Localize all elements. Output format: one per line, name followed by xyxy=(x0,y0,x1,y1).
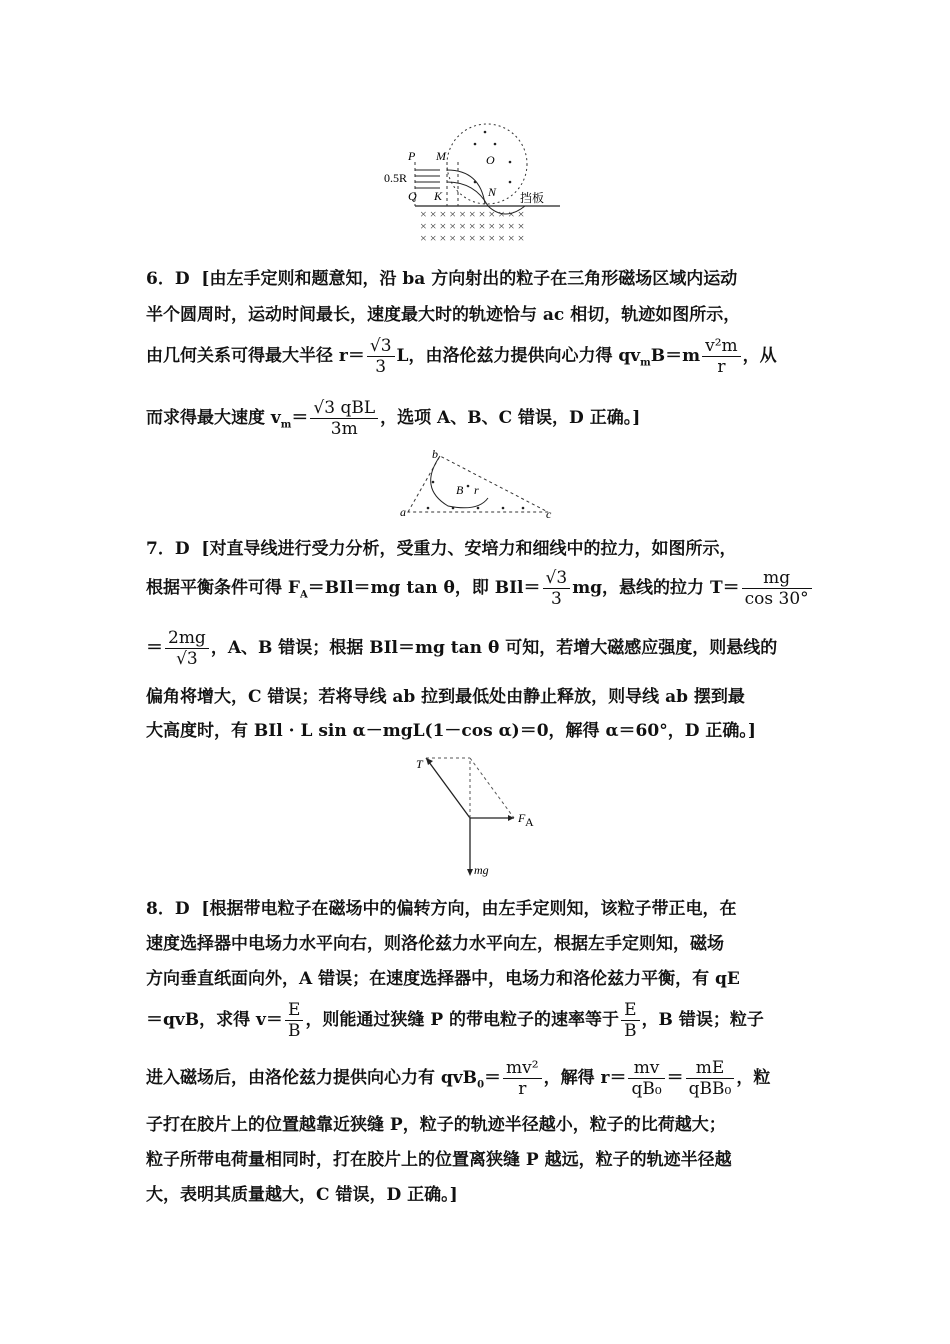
q6-line4: 而求得最大速度 $v_m=$ $\frac{\text{√3 qBL}}{3m}$ ，选项 A、B、C 错误，D 正确。] xyxy=(146,398,641,439)
q8-line1 xyxy=(146,894,808,919)
q8-f5num: mv² xyxy=(503,1058,542,1079)
q7-f3num: 2mg xyxy=(165,628,209,649)
q8-text1: [根据带电粒子在磁场中的偏转方向，由左手定则知，该粒子带正电，在 xyxy=(201,899,737,919)
q6-f2den: r xyxy=(717,357,726,377)
q8-fe1num: E xyxy=(285,1000,304,1021)
q7-line3 xyxy=(146,628,808,669)
q6-frac2 xyxy=(702,336,741,377)
q8-frac-e-b-2 xyxy=(621,1000,640,1041)
q6-l4c: ，选项 A、B、C 错误，D 正确。] xyxy=(380,408,641,428)
label-o: O xyxy=(486,153,495,167)
q7-l3a: ＝ xyxy=(146,638,163,658)
q8-line6: 子打在胶片上的位置越靠近狭缝 P，粒子的轨迹半径越小，粒子的比荷越大； xyxy=(146,1115,726,1135)
q7-line1 xyxy=(146,534,808,559)
q6-line3: 由几何关系可得最大半径 r＝ $\frac{√3}{3}$ L，由洛伦兹力提供向心力得 $qv_mB=m$ $\frac{\text{v²m}}{r}$ ，从 xyxy=(146,336,777,377)
q8-l5c: ，解得 r＝ xyxy=(543,1068,627,1088)
q8-fe2den: B xyxy=(624,1021,637,1041)
q8-f6den: qB₀ xyxy=(631,1079,662,1099)
label-m: M xyxy=(436,149,446,163)
q8-line2: 速度选择器中电场力水平向右，则洛伦兹力水平向左，根据左手定则知，磁场 xyxy=(146,934,724,954)
q7-frac1 xyxy=(543,568,571,609)
label-p: P xyxy=(408,149,416,163)
q6-frac1 xyxy=(367,336,395,377)
q8-line4 xyxy=(146,1000,808,1041)
q8-f5den: r xyxy=(518,1079,527,1099)
q6-l3a: 由几何关系可得最大半径 r＝ xyxy=(146,346,365,366)
q8-line7: 粒子所带电荷量相同时，打在胶片上的位置离狭缝 P 越远，粒子的轨迹半径越 xyxy=(146,1150,732,1170)
q7-line2: 根据平衡条件可得 $F_A=BIl=mg$ tan θ，即 BIl＝ $\frac{√3}{3}$ mg，悬线的拉力 T＝ $\frac{mg}{\cos 30^\circ}$ xyxy=(146,568,808,609)
q7-f1den: 3 xyxy=(550,589,562,609)
label-r: r xyxy=(474,483,479,497)
q8-frac7 xyxy=(686,1058,735,1099)
q8-l4b: ，则能通过狭缝 P 的带电粒子的速率等于 xyxy=(305,1010,620,1030)
label-k: K xyxy=(434,189,443,203)
label-field-b: B xyxy=(456,483,464,497)
svg-text:× × × × × × × × × × ×: × × × × × × × × × × × xyxy=(420,231,525,245)
q7-f2num: mg xyxy=(742,568,812,589)
label-b: b xyxy=(432,448,438,461)
q8-line5: 进入磁场后，由洛伦兹力提供向心力有 qvB$_0$＝ $\frac{\text{mv²}}{r}$ ，解得 r＝ $\frac{mv}{\text{qB₀}}$ ＝ $\frac{mE}{\text{qBB₀}}$ ，粒 xyxy=(146,1058,771,1099)
q8-line8: 大，表明其质量越大，C 错误，D 正确。] xyxy=(146,1185,458,1205)
q6-l3d: ，从 xyxy=(742,346,777,366)
label-t: T xyxy=(416,757,423,771)
q7-line4: 偏角将增大，C 错误；若将导线 ab 拉到最低处由静止释放，则导线 ab 摆到最 xyxy=(146,687,745,707)
label-q: Q xyxy=(408,189,417,203)
q8-answer: 8．D xyxy=(146,899,190,919)
label-mg: mg xyxy=(474,863,489,877)
q8-frac6 xyxy=(628,1058,664,1099)
q8-fe1den: B xyxy=(287,1021,301,1041)
q6-f1num: √3 xyxy=(367,336,395,357)
q6-l4b: ＝ xyxy=(291,408,309,428)
label-half-r: 0.5R xyxy=(384,171,408,185)
q7-f2den: cos 30° xyxy=(744,589,809,609)
q8-line3: 方向垂直纸面向外，A 错误；在速度选择器中，电场力和洛伦兹力平衡，有 qE xyxy=(146,969,740,989)
q8-l5a: 进入磁场后，由洛伦兹力提供向心力有 qvB xyxy=(146,1068,478,1088)
q8-l5b: ＝ xyxy=(484,1068,502,1088)
q7-l3b: ，A、B 错误；根据 BIl＝mg tan θ 可知，若增大磁感应强度，则悬线的 xyxy=(210,638,778,658)
q8-fe2num: E xyxy=(621,1000,640,1021)
q7-f3den: √3 xyxy=(176,649,198,669)
q6-l4a: 而求得最大速度 v xyxy=(146,408,281,428)
svg-text:× × × × × × × × × × ×: × × × × × × × × × × × xyxy=(420,219,525,233)
q6-text1: [由左手定则和题意知，沿 ba 方向射出的粒子在三角形磁场区域内运动 xyxy=(201,269,738,289)
q8-l5e: ，粒 xyxy=(736,1068,771,1088)
q6-f3num: √3 qBL xyxy=(310,398,378,419)
label-fa-sub: A xyxy=(525,815,534,829)
q8-f7num: mE xyxy=(686,1058,735,1079)
q8-l4a: ＝qvB，求得 v＝ xyxy=(146,1010,283,1030)
q6-frac3 xyxy=(310,398,378,439)
q6-f3den: 3m xyxy=(330,419,358,439)
q6-f1den: 3 xyxy=(375,357,387,377)
label-c: c xyxy=(546,507,552,520)
q6-answer: 6．D xyxy=(146,269,190,289)
svg-text:× × × × × × × × × × ×: × × × × × × × × × × × xyxy=(420,207,525,221)
q6-line1 xyxy=(146,264,808,289)
label-baffle: 挡板 xyxy=(520,191,545,205)
label-fa: F xyxy=(518,811,526,825)
q7-l2b: ＝BIl＝mg tan θ，即 BIl＝ xyxy=(307,578,541,598)
q7-f1num: √3 xyxy=(543,568,571,589)
q7-text1: [对直导线进行受力分析，受重力、安培力和细线中的拉力，如图所示， xyxy=(201,539,737,559)
label-a: a xyxy=(400,505,406,519)
figure-triangle-field xyxy=(398,448,558,520)
q8-l4c: ，B 错误；粒子 xyxy=(641,1010,764,1030)
q7-frac2 xyxy=(742,568,812,609)
q6-f2num: v²m xyxy=(702,336,741,357)
q6-line2: 半个圆周时，运动时间最长，速度最大时的轨迹恰与 ac 相切，轨迹如图所示， xyxy=(146,305,741,325)
q7-l2a: 根据平衡条件可得 F xyxy=(146,578,300,598)
q8-f7den: qBB₀ xyxy=(688,1079,732,1099)
figure-magnetic-baffle xyxy=(380,122,580,250)
q7-answer: 7．D xyxy=(146,539,190,559)
q8-l5d: ＝ xyxy=(666,1068,684,1088)
q6-l3b: L，由洛伦兹力提供向心力得 qv xyxy=(396,346,641,366)
q6-l3c: B＝m xyxy=(650,346,701,366)
q8-f6num: mv xyxy=(628,1058,664,1079)
q7-frac3 xyxy=(165,628,209,669)
q7-l2c: mg，悬线的拉力 T＝ xyxy=(572,578,740,598)
q8-frac-e-b-1 xyxy=(285,1000,304,1041)
figure-force-diagram xyxy=(410,752,550,882)
label-n: N xyxy=(488,185,497,199)
q8-frac5 xyxy=(503,1058,542,1099)
q7-line5: 大高度时，有 BIl · L sin α－mgL(1－cos α)＝0，解得 α＝60°，D 正确。] xyxy=(146,721,756,741)
